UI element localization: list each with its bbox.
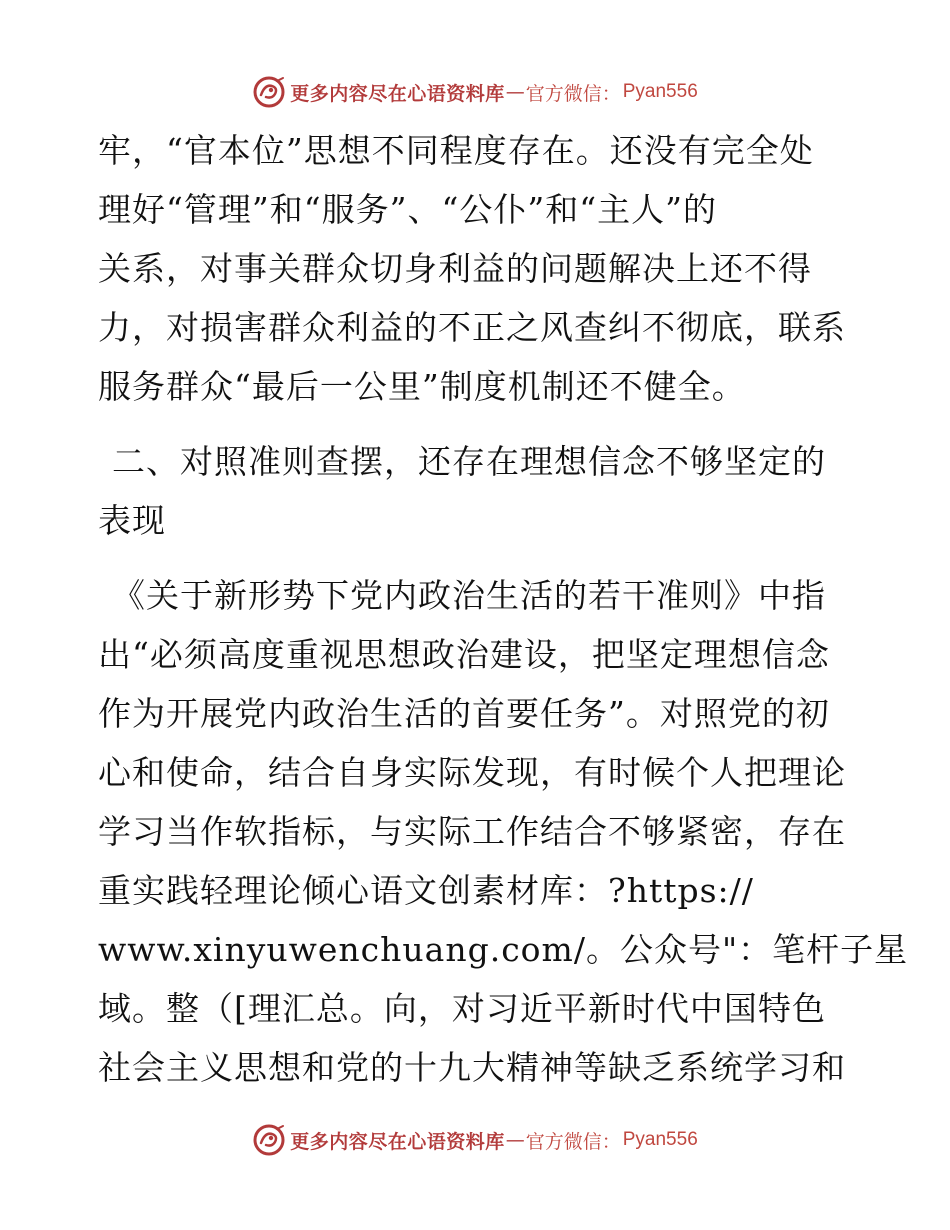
footer-banner (0, 1120, 950, 1160)
section-heading: 二、对照准则查摆，还存在理想信念不够坚定的 (112, 442, 826, 481)
text-line: 心和使命，结合自身实际发现，有时候个人把理论 (98, 753, 846, 792)
banner-text: 更多内容尽在心语资料库 (290, 82, 505, 105)
text-line: 出“必须高度重视思想政治建设，把坚定理想信念 (98, 635, 830, 674)
text-line: 社会主义思想和党的十九大精神等缺乏系统学习和 (98, 1048, 846, 1087)
text-line: 《关于新形势下党内政治生活的若干准则》中指 (112, 576, 826, 615)
banner-dash: — (505, 81, 525, 103)
document-body (98, 121, 909, 1097)
text-line: 关系，对事关群众切身利益的问题解决上还不得 (98, 249, 812, 288)
text-line: 理好“管理”和“服务”、“公仆”和“主人”的 (98, 190, 717, 229)
dragon-seal-icon (252, 75, 286, 109)
text-line: 学习当作软指标，与实际工作结合不够紧密，存在 (98, 812, 846, 851)
text-line: 重实践轻理论倾心语文创素材库：?https:// (98, 871, 754, 910)
wechat-label: 官方微信： (525, 82, 621, 105)
banner-dash: — (505, 1129, 525, 1151)
wechat-label: 官方微信： (525, 1130, 621, 1153)
wechat-account: Pyan556 (622, 1129, 698, 1150)
text-line: 域。整（[理汇总。向，对习近平新时代中国特色 (98, 989, 826, 1028)
wechat-account: Pyan556 (622, 81, 698, 102)
text-line-url: www.xinyuwenchuang.com/。公众号"：笔杆子星 (98, 930, 909, 969)
text-line: 作为开展党内政治生活的首要任务”。对照党的初 (98, 694, 830, 733)
text-line: 牢，“官本位”思想不同程度存在。还没有完全处 (98, 131, 814, 170)
section-heading-continued: 表现 (98, 501, 166, 540)
dragon-seal-icon (252, 1123, 286, 1157)
banner-text: 更多内容尽在心语资料库 (290, 1130, 505, 1153)
text-line: 力，对损害群众利益的不正之风查纠不彻底，联系 (98, 308, 846, 347)
text-line: 服务群众“最后一公里”制度机制还不健全。 (98, 367, 746, 406)
header-banner (0, 72, 950, 112)
